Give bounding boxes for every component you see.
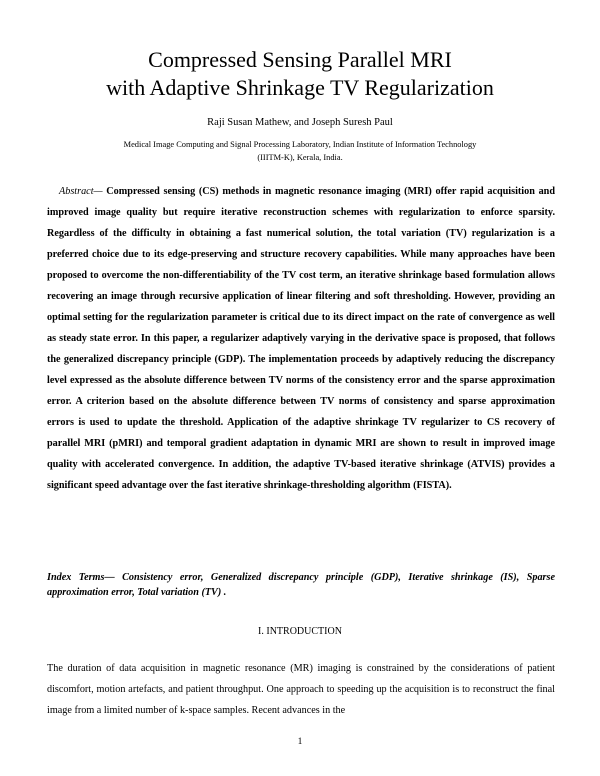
- title-line-1: Compressed Sensing Parallel MRI: [148, 47, 452, 72]
- author-list: Raji Susan Mathew, and Joseph Suresh Paul: [207, 117, 393, 128]
- affiliation-line-1: Medical Image Computing and Signal Processing Laboratory, Indian Institute of Information Technology: [123, 140, 477, 149]
- page-number: 1: [297, 737, 303, 747]
- index-terms: Index Terms— Consistency error, Generalized discrepancy principle (GDP), Iterative shrinkage (IS), Sparse approximation error, Total variation (TV) .: [47, 572, 555, 598]
- title-line-2: with Adaptive Shrinkage TV Regularization: [106, 75, 494, 100]
- section-heading: I. INTRODUCTION: [258, 626, 342, 637]
- affiliation-line-2: (IIITM-K), Kerala, India.: [257, 153, 343, 162]
- abstract: [47, 181, 555, 496]
- introduction-paragraph: The duration of data acquisition in magnetic resonance (MR) imaging is constrained by the considerations of patient discomfort, motion artefacts, and patient throughput. One approach to speeding up the acquisition is to reconstruct the final image from a limited number of k-space samples. Recent advances in the: [47, 663, 555, 716]
- affiliation: [60, 138, 540, 164]
- abstract-label: Abstract—: [59, 186, 103, 197]
- abstract-body: Compressed sensing (CS) methods in magnetic resonance imaging (MRI) offer rapid acquisition and improved image quality but require iterative reconstruction schemes with regularization to enforce sparsity. Regardless of the difficulty in obtaining a fast numerical solution, the total variation (TV) regularization is a preferred choice due to its edge-preserving and structure recovery capabilities. While many approaches have been proposed to overcome the non-differentiability of the TV cost term, an iterative shrinkage based formulation allows recovering an image through recursive application of linear filtering and soft thresholding. However, providing an optimal setting for the regularization parameter is critical due to its direct impact on the rate of convergence as well as steady state error. In this paper, a regularizer adaptively varying in the derivative space is proposed, that follows the generalized discrepancy principle (GDP). The implementation proceeds by adaptively reducing the discrepancy level expressed as the absolute difference between TV norms of the consistency error and the sparse approximation error. A criterion based on the absolute difference between TV norms of consistency and sparse approximation errors is used to update the threshold. Application of the adaptive shrinkage TV regularizer to CS recovery of parallel MRI (pMRI) and temporal gradient adaptation in dynamic MRI are shown to result in improved image quality with accelerated convergence. In addition, the adaptive TV-based iterative shrinkage (ATVIS) provides a significant speed advantage over the fast iterative shrinkage-thresholding algorithm (FISTA).: [47, 186, 555, 491]
- paper-title: [40, 46, 560, 102]
